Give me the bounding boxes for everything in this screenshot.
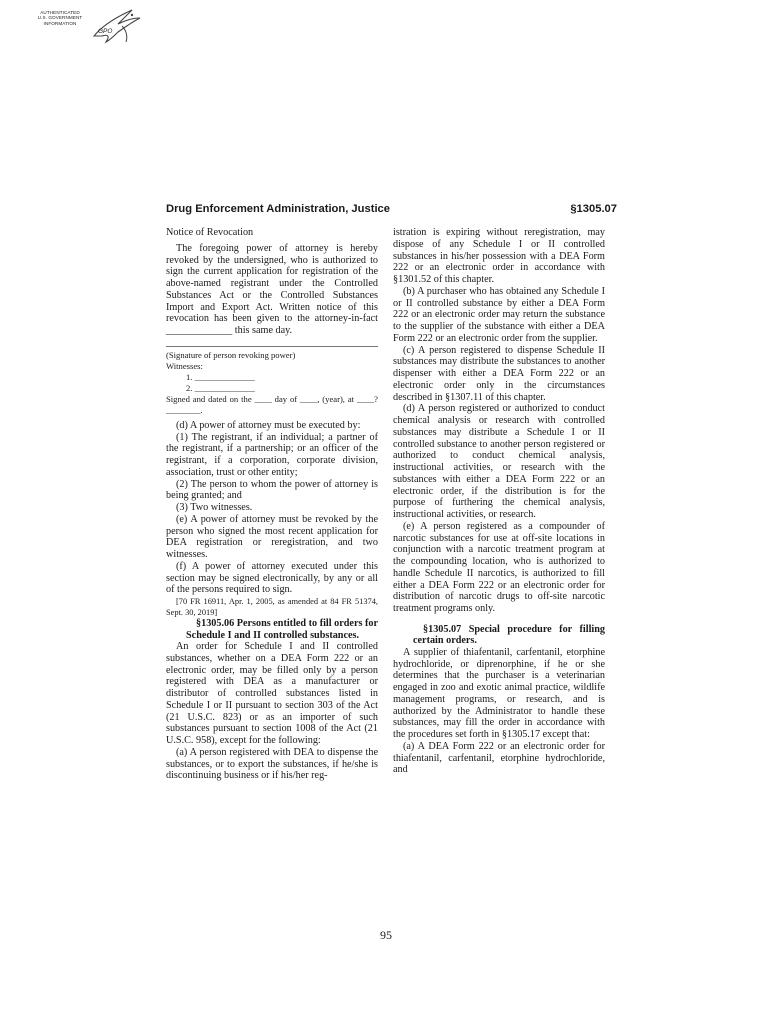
- signature-caption: (Signature of person revoking power): [166, 349, 296, 360]
- section-1305-07-heading: §1305.07 Special procedure for filling certain orders.: [413, 623, 605, 647]
- witness-1-line: 1. ______________: [186, 371, 255, 382]
- seal-gpo: GPO: [98, 28, 113, 35]
- section-gap: [393, 615, 605, 624]
- header-agency: Drug Enforcement Administration, Justice: [166, 203, 390, 215]
- section-1305-07-body: A supplier of thiafentanil, carfentanil, etorphine hydrochloride, or diprenorphine, if he or she determines that the purchaser is a veterinarian engaged in zoo and exotic animal practice, wildlife management programs, or research, and is authorized by the Administrator to handle these substances, may fill the order in accordance with the procedures set forth in §1305.17 except that:: [393, 646, 605, 740]
- para-c: (c) A person registered to dispense Schedule II substances may distribute the substances to another dispenser with either a DEA Form 222 or an electronic order only in the circumstances described in §1307.11 of this chapter.: [393, 344, 605, 403]
- running-header: [166, 203, 617, 219]
- para-b: (b) A purchaser who has obtained any Schedule I or II controlled substance by either a DEA Form 222 or an electronic order may return the substance to the supplier of the substance with either a DEA Form 222 or an electronic order from the supplier.: [393, 285, 605, 344]
- notice-title: Notice of Revocation: [166, 227, 254, 238]
- eagle-icon: [88, 6, 144, 46]
- para-f: (f) A power of attorney executed under this section may be signed electronically, by any or all of the persons required to sign.: [166, 560, 378, 596]
- signed-dated-line: Signed and dated on the ____ day of ____, (year), at ____?________.: [166, 393, 378, 415]
- para-d2: (2) The person to whom the power of attorney is being granted; and: [166, 478, 378, 502]
- right-column: [393, 227, 605, 776]
- witness-2-line: 2. ______________: [186, 382, 255, 393]
- section-1305-07-para-a: (a) A DEA Form 222 or an electronic order for thiafentanil, carfentanil, etorphine hydrochloride, and: [393, 740, 605, 776]
- header-section: §1305.07: [570, 203, 617, 215]
- page-number: 95: [380, 928, 392, 942]
- section-1305-06-para-a: (a) A person registered with DEA to dispense the substances, or to export the substances, if he/she is discontinuing business or if his/her reg-: [166, 746, 378, 782]
- section-1305-06-heading: §1305.06 Persons entitled to fill orders for Schedule I and II controlled substances.: [186, 618, 378, 641]
- para-a-continued: istration is expiring without reregistration, may dispose of any Schedule I or II controlled substances in his/her possession with a DEA Form 222 or an electronic order in accordance with §1301.52 of this chapter.: [393, 227, 605, 285]
- witnesses-label: Witnesses:: [166, 360, 203, 371]
- notice-body: The foregoing power of attorney is hereby revoked by the undersigned, who is authorized to sign the current application for registration of the above-named registrant under the Controlled Substances Act or the Controlled Substances Import and Export Act. Written notice of this revocation has been given to the attorney-in-fact _____________ this same day.: [166, 242, 378, 336]
- section-1305-06-body: An order for Schedule I and II controlled substances, whether on a DEA Form 222 or an electronic order, may be filled only by a person registered with DEA as a manufacturer or distributor of controlled substances listed in Schedule I or II pursuant to section 303 of the Act (21 U.S.C. 823) or as an importer of such substances pursuant to section 1008 of the Act (21 U.S.C. 958), except for the following:: [166, 641, 378, 746]
- para-d3: (3) Two witnesses.: [176, 502, 253, 513]
- seal-line-2: U.S. GOVERNMENT: [37, 15, 83, 21]
- para-d: (d) A power of attorney must be executed by:: [176, 419, 361, 431]
- gpo-authentication-seal: [28, 6, 148, 48]
- para-d1: (1) The registrant, if an individual; a partner of the registrant, if a partnership; or an officer of the registrant, if a corporation, corporate division, association, trust or other entity;: [166, 431, 378, 478]
- seal-text: [28, 10, 92, 26]
- citation: [70 FR 16911, Apr. 1, 2005, as amended at 84 FR 51374, Sept. 30, 2019]: [166, 597, 378, 617]
- para-e: (e) A power of attorney must be revoked by the person who signed the most recent application for DEA registration or reregistration, and two witnesses.: [166, 513, 378, 560]
- seal-line-3: INFORMATION: [43, 20, 77, 26]
- seal-line-1: AUTHENTICATED: [40, 10, 80, 15]
- para-e-right: (e) A person registered as a compounder of narcotic substances for use at off-site locations in conjunction with a narcotic treatment program at the compounding location, who is authorized to handle Schedule II narcotics, is authorized to fill either a DEA Form 222 or an electronic order for distribution of narcotic drugs to off-site narcotic treatment programs only.: [393, 520, 605, 614]
- para-d-right: (d) A person registered or authorized to conduct chemical analysis or research with controlled substances may distribute a Schedule I or II controlled substance to another person registered or authorized to conduct chemical analysis, instructional activities, or research with the substances with either a DEA Form 222 or an electronic order, if the distribution is for the purpose of furthering the chemical analysis, instructional activities, or research.: [393, 403, 605, 520]
- left-column: [166, 227, 378, 782]
